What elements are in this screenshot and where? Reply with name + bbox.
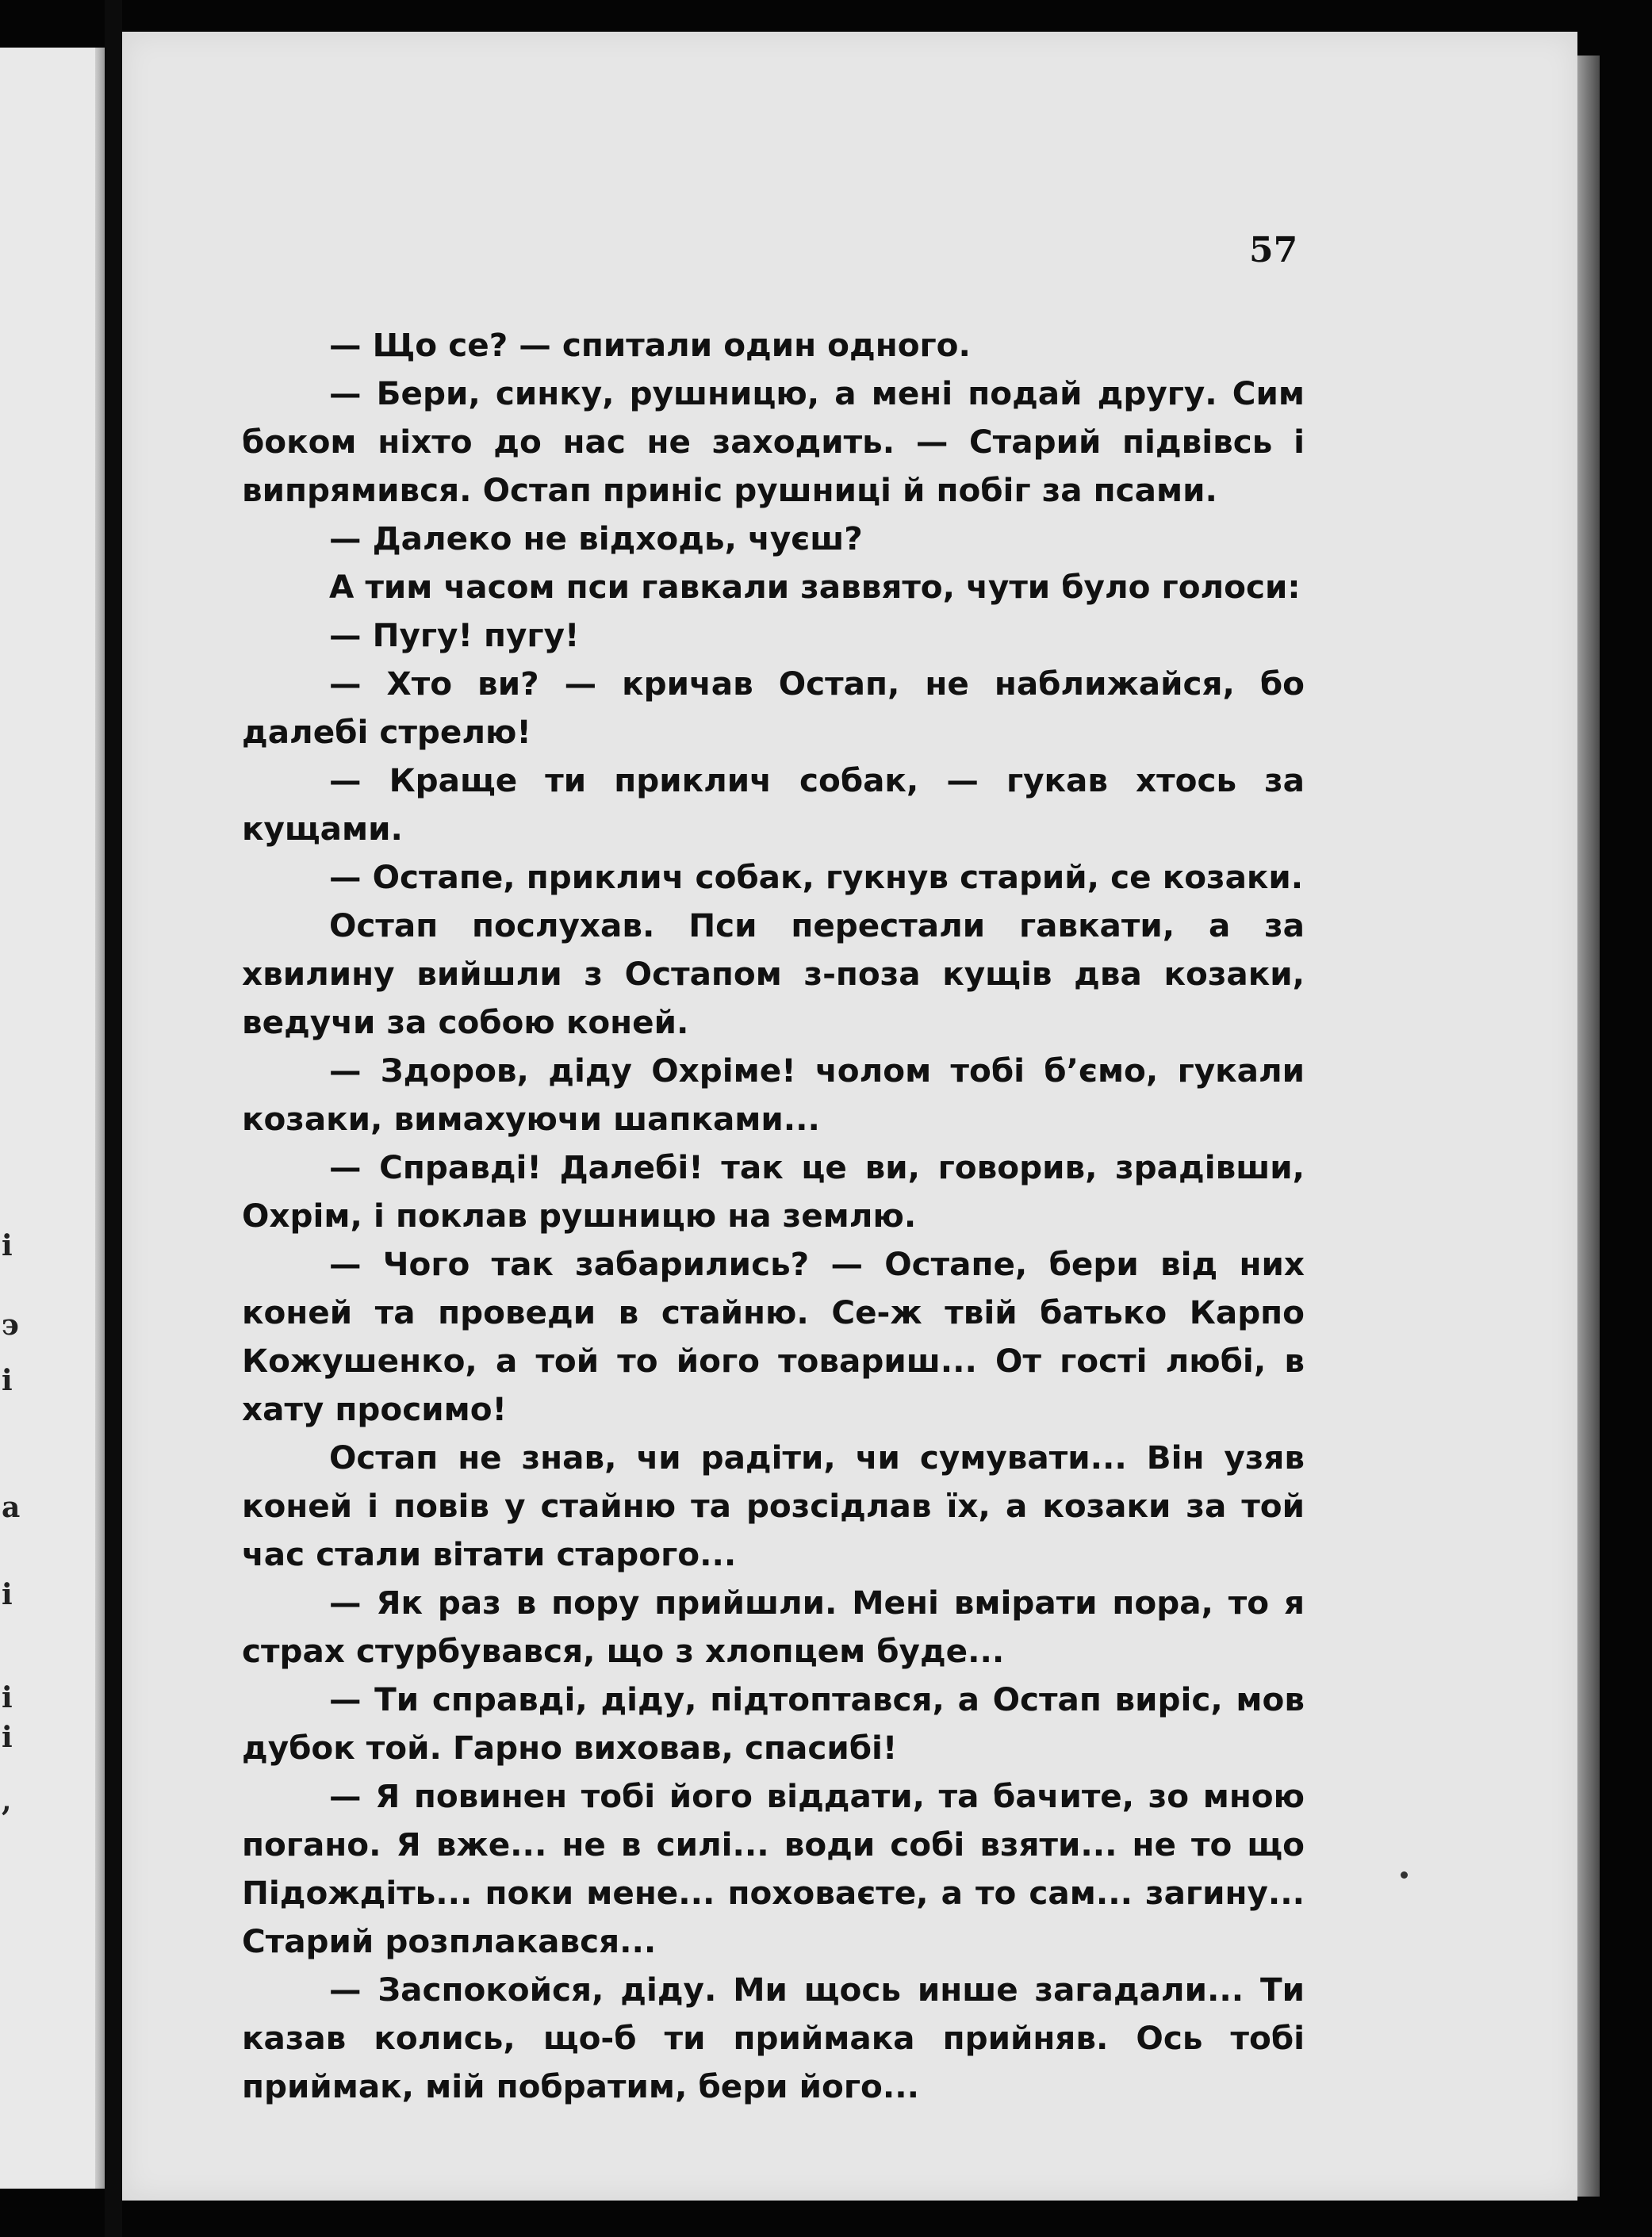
left-page-glyph: і bbox=[2, 1229, 13, 1262]
left-page-glyph: і bbox=[2, 1364, 13, 1397]
paragraph: — Бери, синку, рушницю, а мені подай другу. Сим боком ніхто до нас не заходить. — Старий підвівсь і випрямився. Остап приніс рушниці й побіг за псами. bbox=[242, 374, 1305, 509]
paragraph: — Хто ви? — кричав Остап, не наближайся, бо далебі стрелю! bbox=[242, 665, 1305, 751]
paragraph: — Остапе, приклич собак, гукнув старий, се козаки. bbox=[329, 858, 1304, 896]
body-text bbox=[242, 321, 1305, 2111]
previous-page-strip bbox=[0, 48, 108, 2189]
paragraph: — Що се? — спитали один одного. bbox=[329, 326, 971, 364]
paragraph: — Заспокойся, діду. Ми щось инше загадали... Ти казав колись, що-б ти приймака прийняв. Ось тобі приймак, мій побратим, бери його... bbox=[242, 1971, 1305, 2105]
paragraph: — Чого так забарились? — Остапе, бери від них коней та проведи в стайню. Се-ж твій батько Карпо Кожушенко, а той то його товариш... От гості любі, в хату просимо! bbox=[242, 1245, 1305, 1428]
paragraph: — Пугу! пугу! bbox=[329, 616, 580, 654]
paragraph: — Я повинен тобі його віддати, та бачите, зо мною погано. Я вже... не в силі... води собі взяти... не то що Підождіть... поки мене... поховаєте, а то сам... загину... Старий розплакався... bbox=[242, 1777, 1305, 1960]
paragraph: — Ти справді, діду, підтоптався, а Остап виріс, мов дубок той. Гарно виховав, спасибі! bbox=[242, 1680, 1305, 1767]
left-page-glyph: і bbox=[2, 1721, 13, 1754]
gutter-shadow bbox=[95, 48, 105, 2189]
left-page-glyph: і bbox=[2, 1578, 13, 1611]
paragraph: — Як раз в пору прийшли. Мені вмірати пора, то я страх стурбувався, що з хлопцем буде... bbox=[242, 1584, 1305, 1670]
paragraph: — Здоров, діду Охріме! чолом тобі б’ємо, гукали козаки, вимахуючи шапками... bbox=[242, 1051, 1305, 1138]
paragraph: Остап не знав, чи радіти, чи сумувати... Він узяв коней і повів у стайню та розсідлав їх, а козаки за той час стали вітати старого... bbox=[242, 1438, 1305, 1573]
left-page-glyph: э bbox=[2, 1308, 19, 1342]
left-page-glyph: і bbox=[2, 1681, 13, 1714]
paragraph: Остап послухав. Пси перестали гавкати, а за хвилину вийшли з Остапом з-поза кущів два козаки, ведучи за собою коней. bbox=[242, 906, 1305, 1041]
paragraph: — Далеко не відходь, чуєш? bbox=[329, 519, 863, 557]
book-spine bbox=[105, 0, 122, 2237]
left-page-glyph: а bbox=[2, 1491, 21, 1524]
paragraph: А тим часом пси гавкали заввято, чути було голоси: bbox=[329, 568, 1301, 606]
paragraph: — Справді! Далебі! так це ви, говорив, зрадівши, Охрім, і поклав рушницю на землю. bbox=[242, 1148, 1305, 1235]
page-edge bbox=[1577, 56, 1600, 2197]
left-page-glyph: , bbox=[2, 1784, 12, 1818]
page-number: 57 bbox=[1249, 230, 1298, 270]
paper-speck bbox=[1401, 1871, 1408, 1879]
paragraph: — Краще ти приклич собак, — гукав хтось за кущами. bbox=[242, 761, 1305, 848]
